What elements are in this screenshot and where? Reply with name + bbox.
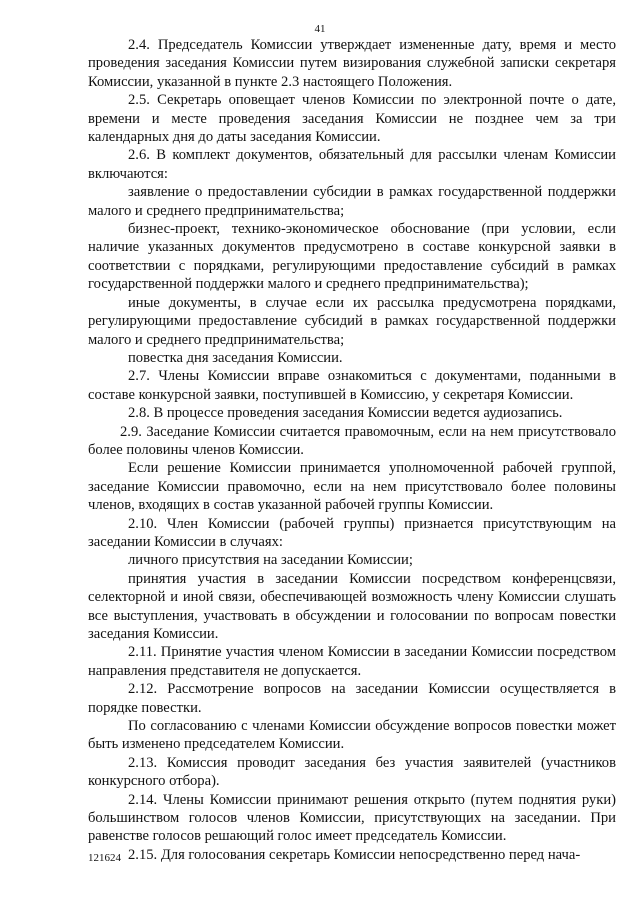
paragraph-2-12: 2.12. Рассмотрение вопросов на заседании Комиссии осуществляется в порядке повестки. [88,681,616,716]
paragraph-2-6: 2.6. В комплект документов, обязательный для рассылки членам Комиссии включаются: [88,147,616,182]
paragraph-2-4: 2.4. Председатель Комиссии утверждает измененные дату, время и место проведения заседания Комиссии путем визирования служебной записки секретаря Комиссии, указанной в пункте 2.3 настоящего Положения. [88,37,616,90]
list-item-personal-presence: личного присутствия на заседании Комиссии; [128,552,413,569]
list-item-business-project: бизнес-проект, технико-экономическое обоснование (при условии, если наличие указанных документов предусмотрено в составе конкурсной заявки в соответствии с порядками, регулирующими предоставление субсидий в рамках государственной поддержки малого и среднего предпринимательства); [88,221,616,293]
footer-code: 121624 [88,852,121,864]
paragraph-2-5: 2.5. Секретарь оповещает членов Комиссии по электронной почте о дате, времени и месте проведения заседания Комиссии не позднее чем за три календарных дня до даты заседания Комиссии. [88,92,616,146]
paragraph-2-7: 2.7. Члены Комиссии вправе ознакомиться с документами, поданными в составе конкурсной заявки, поступившей в Комиссию, у секретаря Комиссии. [88,368,616,403]
list-item-application: заявление о предоставлении субсидии в рамках государственной поддержки малого и среднего предпринимательства; [88,184,616,219]
list-item-other-documents: иные документы, в случае если их рассылка предусмотрена порядками, регулирующими предоставление субсидий в рамках государственной поддержки малого и среднего предпринимательства; [88,294,616,348]
paragraph-2-13: 2.13. Комиссия проводит заседания без участия заявителей (участников конкурсного отбора). [88,754,616,790]
paragraph-2-9: 2.9. Заседание Комиссии считается правомочным, если на нем присутствовало более половины членов Комиссии. [88,423,616,458]
paragraph-2-11: 2.11. Принятие участия членом Комиссии в заседании Комиссии посредством направления представителя не допускается. [88,644,616,679]
list-item-agenda: повестка дня заседания Комиссии. [128,349,343,366]
paragraph-working-group: Если решение Комиссии принимается уполномоченной рабочей группой, заседание Комиссии правомочно, если на нем присутствовало более половины членов, входящих в состав указанной рабочей группы Комиссии. [88,460,616,514]
list-item-conference-call: принятия участия в заседании Комиссии посредством конференцсвязи, селекторной и иной связи, обеспечивающей возможность члену Комиссии слушать все выступления, участвовать в обсуждении и голосовании по вопросам повестки заседания Комиссии. [88,570,616,642]
paragraph-2-15: 2.15. Для голосования секретарь Комиссии непосредственно перед нача- [128,846,581,863]
paragraph-2-10: 2.10. Член Комиссии (рабочей группы) признается присутствующим на заседании Комиссии в случаях: [88,515,616,550]
document-body [88,36,616,864]
page-number: 41 [314,23,326,35]
paragraph-2-8: 2.8. В процессе проведения заседания Комиссии ведется аудиозапись. [128,405,563,422]
paragraph-agenda-change: По согласованию с членами Комиссии обсуждение вопросов повестки может быть изменено председателем Комиссии. [88,718,616,753]
paragraph-2-14: 2.14. Члены Комиссии принимают решения открыто (путем поднятия руки) большинством голосов членов Комиссии, присутствующих на заседании. При равенстве голосов решающий голос имеет председатель Комиссии. [88,791,616,845]
